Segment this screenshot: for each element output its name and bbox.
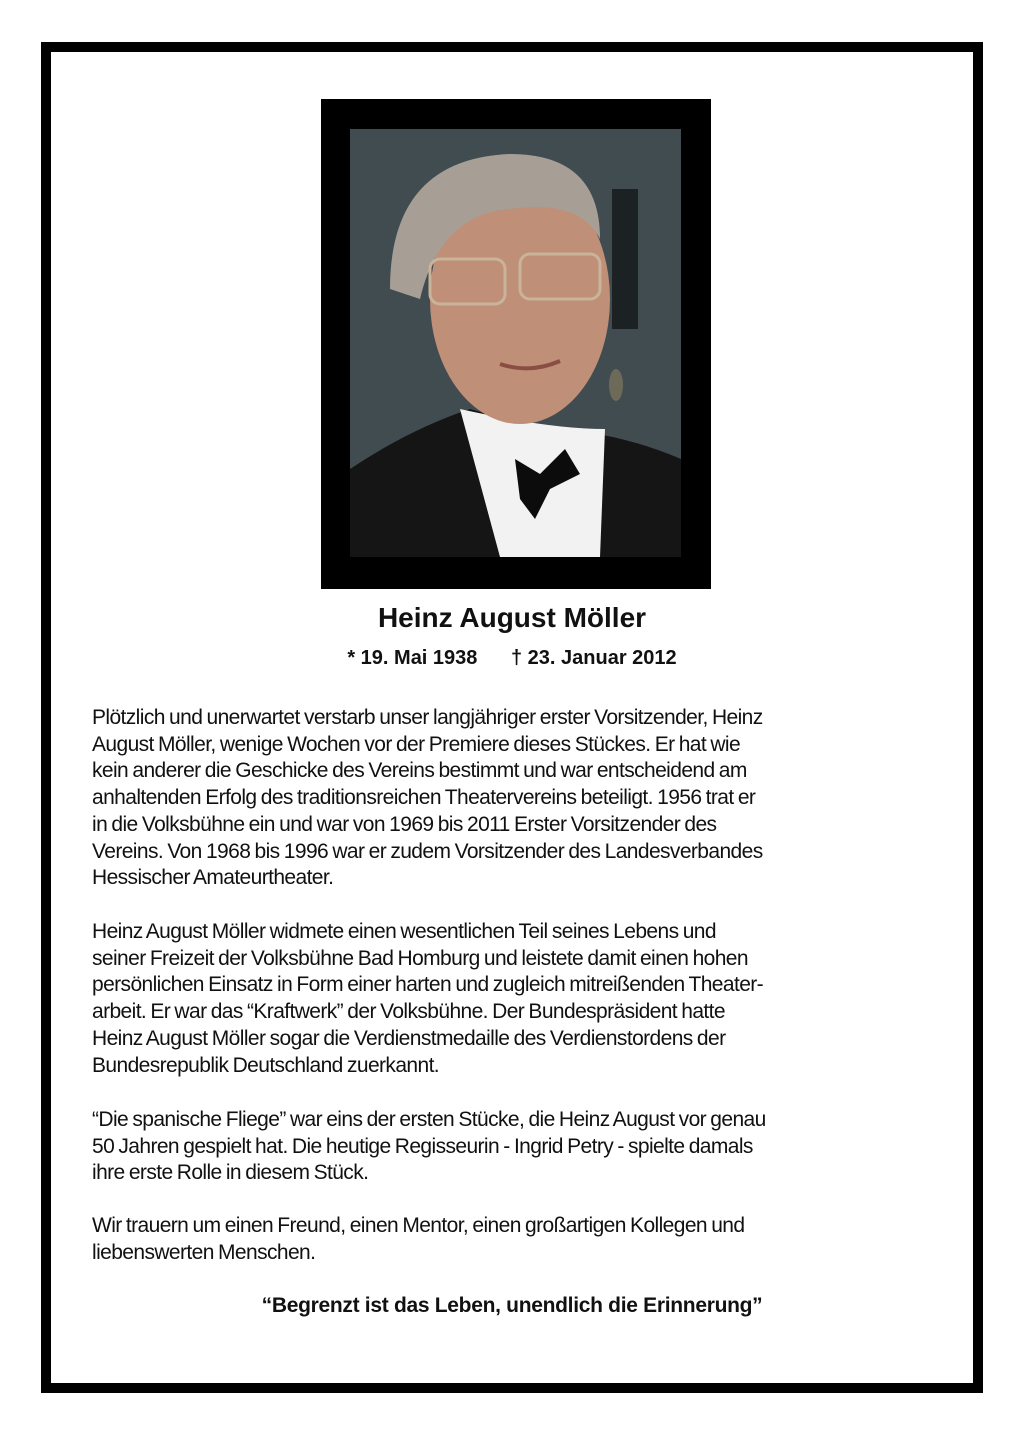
obituary-paragraph [92,1107,766,1187]
deceased-name: Heinz August Möller [377,602,647,633]
portrait-frame [321,99,711,589]
text-line: arbeit. Er war das “Kraftwerk” der Volksbühne. Der Bundespräsident hatte [92,1000,725,1024]
text-line: 50 Jahren gespielt hat. Die heutige Regisseurin - Ingrid Petry - spielte damals [92,1134,753,1158]
birth-date: * 19. Mai 1938 [347,647,478,669]
text-line: kein anderer die Geschicke des Vereins bestimmt und war entscheidend am [92,759,747,783]
obituary-paragraph [92,1213,744,1266]
text-line: August Möller, wenige Wochen vor der Premiere dieses Stückes. Er hat wie [92,732,741,756]
text-line: “Die spanische Fliege” war eins der ersten Stücke, die Heinz August vor genau [92,1108,766,1131]
closing-quote: “Begrenzt ist das Leben, unendlich die Erinnerung” [261,1294,763,1317]
text-line: Heinz August Möller widmete einen wesentlichen Teil seines Lebens und [92,920,716,943]
obituary-paragraph [92,919,763,1079]
text-line: anhaltenden Erfolg des traditionsreichen Theatervereins beteiligt. 1956 trat er [92,786,756,810]
text-line: Bundesrepublik Deutschland zuerkannt. [92,1053,440,1077]
death-date: † 23. Januar 2012 [510,647,677,669]
text-line: ihre erste Rolle in diesem Stück. [92,1161,369,1185]
text-line: persönlichen Einsatz in Form einer harten und zugleich mitreißenden Theater- [92,973,764,997]
text-line: liebenswerten Menschen. [92,1240,316,1264]
life-dates [0,647,1024,670]
text-line: Wir trauern um einen Freund, einen Mentor, einen großartigen Kollegen und [92,1214,745,1237]
obituary-paragraph [92,705,763,892]
text-line: seiner Freizeit der Volksbühne Bad Homburg und leistete damit einen hohen [92,946,748,970]
portrait-photo [350,129,681,557]
text-line: Heinz August Möller sogar die Verdienstmedaille des Verdienstordens der [92,1026,726,1050]
text-line: Plötzlich und unerwartet verstarb unser langjähriger erster Vorsitzender, Heinz [92,706,763,729]
text-line: Hessischer Amateurtheater. [92,866,334,890]
text-line: Vereins. Von 1968 bis 1996 war er zudem Vorsitzender des Landesverbandes [92,839,763,863]
text-line: in die Volksbühne ein und war von 1969 bis 2011 Erster Vorsitzender des [92,812,717,836]
